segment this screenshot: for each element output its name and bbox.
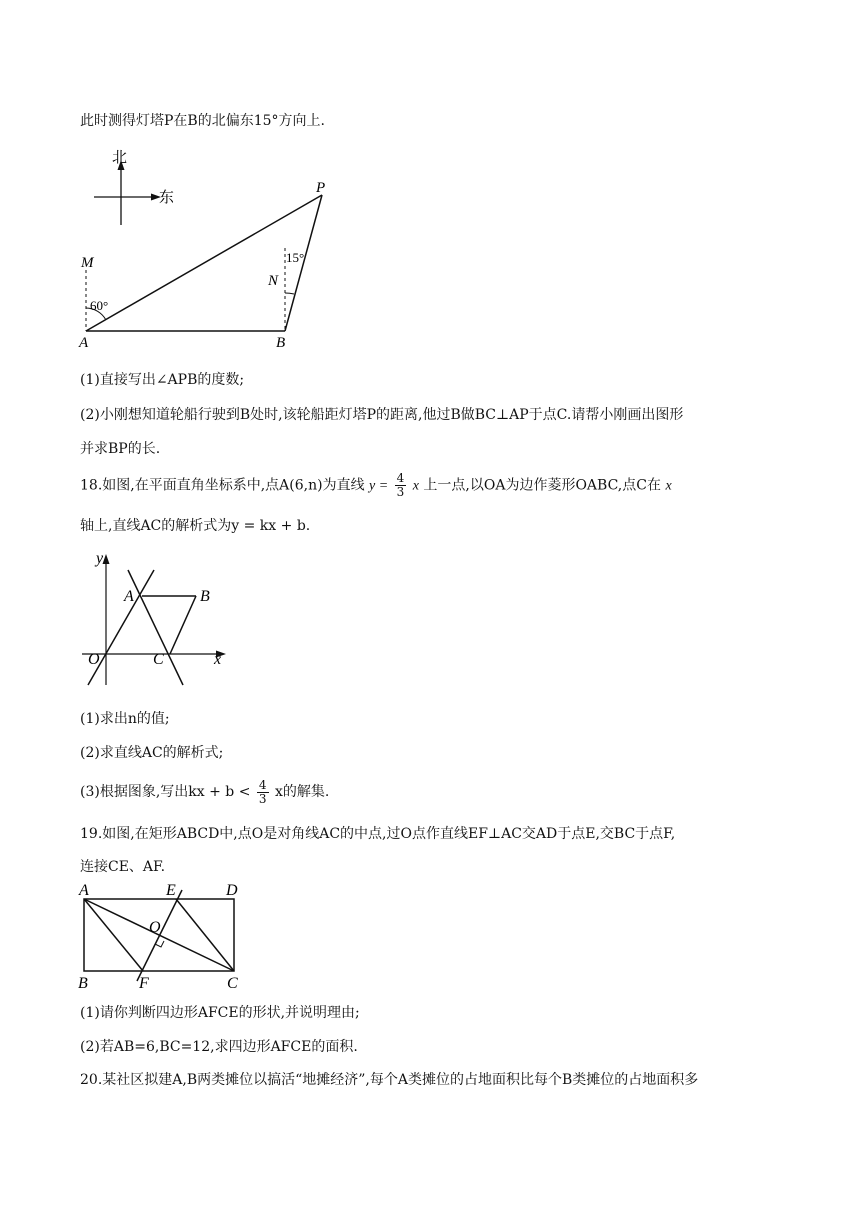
q18-part3-b: x的解集.	[274, 784, 330, 800]
q19-line2: 连接CE、AF.	[80, 859, 166, 875]
q18-figure	[78, 548, 238, 693]
segment-ce	[176, 899, 234, 971]
q18-line1-a: 18.如图,在平面直角坐标系中,点A(6,n)为直线	[80, 477, 365, 494]
label-a: A	[79, 335, 89, 351]
label-o: O	[88, 651, 100, 668]
label-c: C	[153, 651, 164, 668]
q17-part2-line1: (2)小刚想知道轮船行驶到B处时,该轮船距灯塔P的距离,他过B做BC⊥AP于点C.请帮小刚画出图形	[80, 407, 684, 423]
q17-part1: (1)直接写出∠APB的度数;	[80, 372, 245, 388]
q17-part2-line2: 并求BP的长.	[80, 441, 161, 457]
label-y: y	[96, 550, 104, 567]
q19-figure	[76, 880, 246, 995]
q19-line1: 19.如图,在矩形ABCD中,点O是对角线AC的中点,过O点作直线EF⊥AC交AD于点E,交BC于点F,	[80, 826, 676, 842]
label-a: A	[79, 882, 89, 899]
q17-figure	[70, 140, 350, 355]
q18-line2: 轴上,直线AC的解析式为y = kx + b.	[80, 518, 311, 534]
label-a: A	[124, 588, 134, 605]
angle-n-label: 15°	[286, 250, 305, 265]
label-b: B	[276, 335, 286, 351]
q18-fraction	[395, 472, 407, 499]
label-p: P	[316, 180, 326, 196]
q17-intro: 此时测得灯塔P在B的北偏东15°方向上.	[80, 113, 325, 129]
q18-eq-y: y =	[369, 478, 389, 494]
label-x: x	[214, 651, 222, 668]
q19-part2: (2)若AB=6,BC=12,求四边形AFCE的面积.	[80, 1039, 358, 1055]
label-n: N	[268, 273, 279, 289]
angle-a-label: 60°	[90, 298, 109, 313]
q18-part3-fraction	[257, 779, 269, 806]
label-c: C	[227, 975, 238, 992]
q19-part1: (1)请你判断四边形AFCE的形状,并说明理由;	[80, 1005, 360, 1021]
label-f: F	[139, 975, 149, 992]
label-m: M	[81, 255, 94, 271]
q18-part3-frac-num: 4	[258, 777, 267, 792]
north-label: 北	[112, 150, 128, 166]
q18-line1-c: x	[665, 478, 672, 494]
label-b: B	[200, 588, 210, 605]
q18-eq-x: x	[412, 478, 419, 494]
q20-line1: 20.某社区拟建A,B两类摊位以搞活“地摊经济”,每个A类摊位的占地面积比每个B类摊位的占地面积多	[80, 1072, 699, 1088]
label-b: B	[78, 975, 88, 992]
q18-frac-num: 4	[396, 471, 405, 485]
q18-line1	[80, 472, 672, 500]
q18-part3-a: (3)根据图象,写出kx + b <	[80, 784, 251, 800]
q18-part3-frac-den: 3	[258, 791, 267, 806]
east-label: 东	[159, 190, 175, 206]
q18-part1: (1)求出n的值;	[80, 711, 170, 727]
q18-line1-b: 上一点,以OA为边作菱形OABC,点C在	[423, 477, 661, 494]
y-axis-arrow-icon	[103, 554, 110, 564]
q18-part2: (2)求直线AC的解析式;	[80, 745, 224, 761]
segment-af	[84, 899, 143, 971]
label-e: E	[166, 882, 176, 899]
label-o: O	[149, 919, 161, 936]
q18-part3	[80, 778, 329, 806]
label-d: D	[226, 882, 238, 899]
angle-arc-b	[285, 293, 294, 294]
q18-frac-den: 3	[396, 485, 405, 499]
segment-bc	[170, 596, 196, 654]
